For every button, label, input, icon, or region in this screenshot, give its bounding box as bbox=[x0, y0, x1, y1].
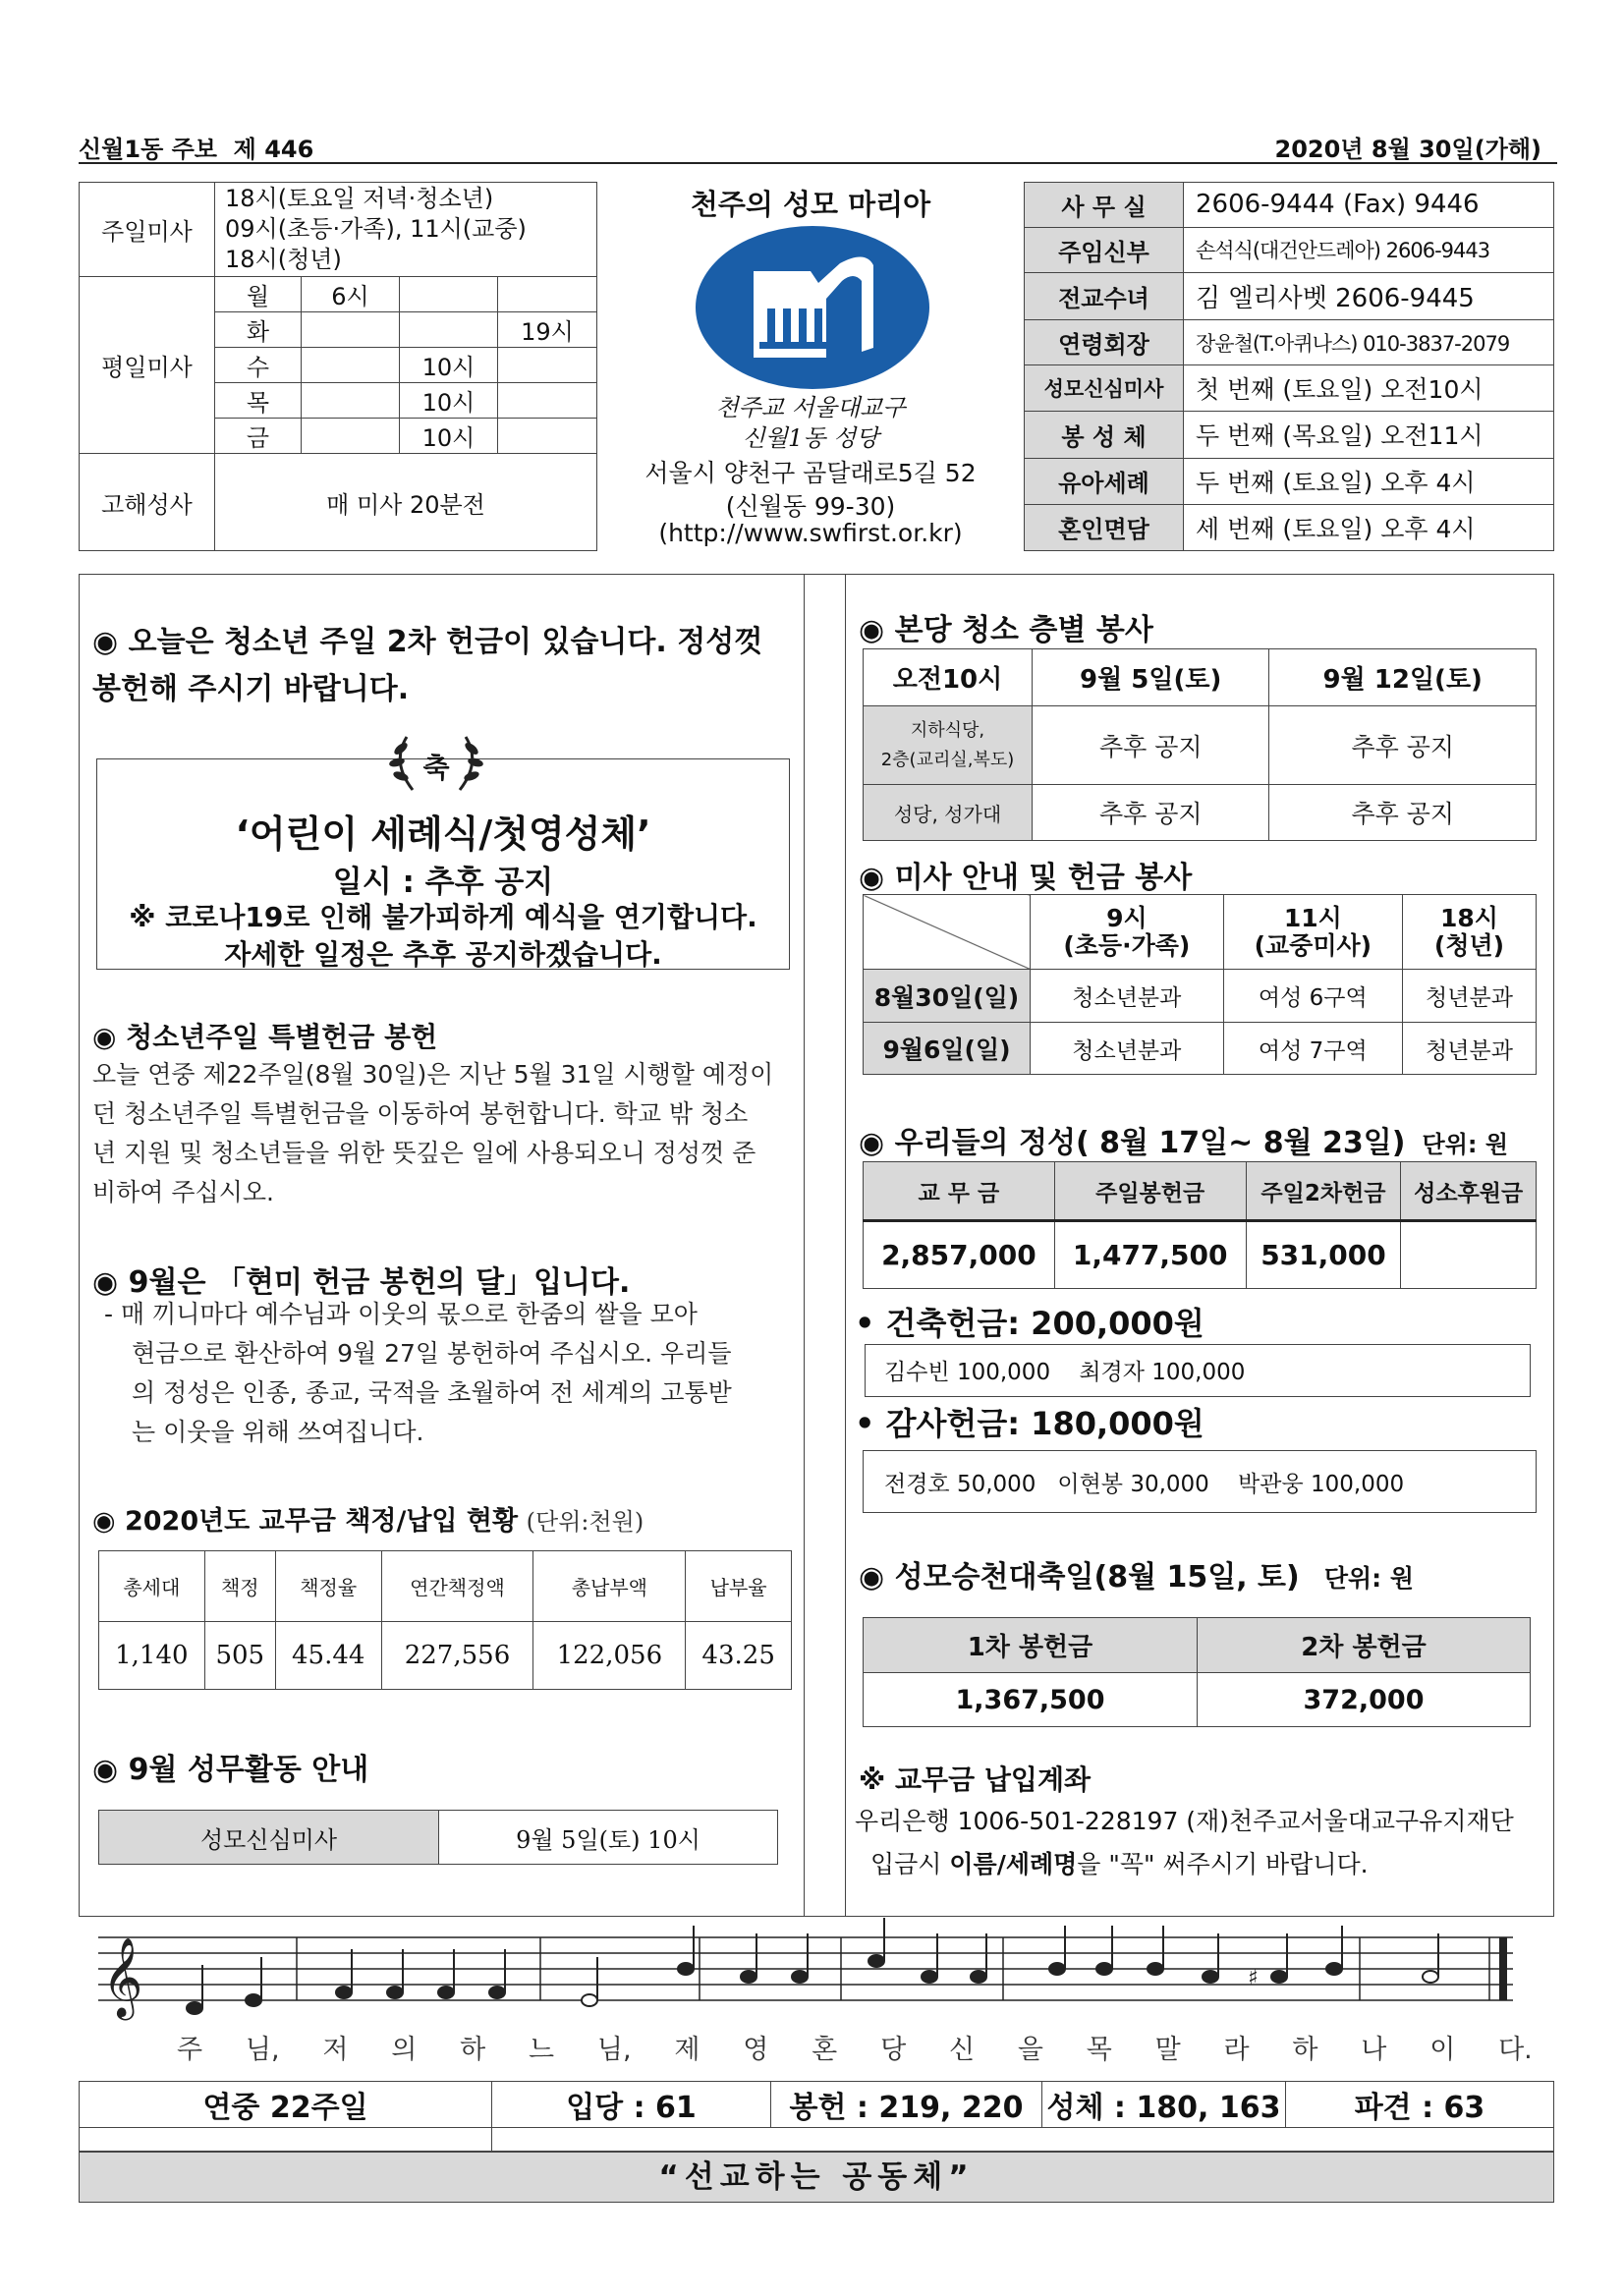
sunday-mass-line: 18시(토요일 저녁·청소년) bbox=[225, 185, 494, 212]
svg-text:𝄞: 𝄞 bbox=[102, 1936, 143, 2017]
weekday-day: 목 bbox=[215, 383, 302, 419]
account-note-c: 을 "꼭" 써주시기 바랍니다. bbox=[1077, 1850, 1369, 1878]
contacts-table bbox=[1024, 182, 1554, 551]
weekday-time: 10시 bbox=[400, 383, 498, 419]
weekday-day: 금 bbox=[215, 419, 302, 454]
weekday-time bbox=[498, 383, 597, 419]
dues-header: 연간책정액 bbox=[381, 1551, 533, 1622]
lyric: 님, bbox=[596, 2035, 632, 2065]
cleaning-place: 2층(교리실,복도) bbox=[880, 749, 1015, 770]
dues-title: ◉ 2020년도 교무금 책정/납입 현황 bbox=[92, 1506, 519, 1537]
assumption-header: 1차 봉헌금 bbox=[864, 1618, 1198, 1673]
dues-header: 책정 bbox=[204, 1551, 275, 1622]
dues-header: 납부율 bbox=[686, 1551, 792, 1622]
youth-offering-title: ◉ 청소년주일 특별헌금 봉헌 bbox=[92, 1021, 438, 1053]
contact-label: 유아세례 bbox=[1025, 458, 1184, 504]
parish-title: 천주의 성모 마리아 bbox=[690, 188, 931, 221]
offerings-header: 주일2차헌금 bbox=[1246, 1162, 1401, 1221]
hymn-lyrics bbox=[177, 2028, 1533, 2066]
celebration-badge-text: 축 bbox=[422, 752, 450, 784]
weekday-time: 6시 bbox=[302, 277, 400, 312]
lyric: 하 bbox=[1292, 2035, 1318, 2065]
rice-offering-line: 현금으로 환산하여 9월 27일 봉헌하여 주십시오. 우리들 bbox=[132, 1339, 732, 1368]
offerings-title: ◉ 우리들의 정성( 8월 17일~ 8월 23일) bbox=[859, 1126, 1406, 1160]
mass-guide-value: 청소년분과 bbox=[1031, 1023, 1224, 1075]
parish-signature-line2: 신월1동 성당 bbox=[742, 424, 879, 452]
column-divider bbox=[804, 574, 805, 1917]
youth-offering-line: 던 청소년주일 특별헌금을 이동하여 봉헌합니다. 학교 밖 청소 bbox=[92, 1099, 749, 1128]
offerings-value bbox=[1401, 1221, 1537, 1289]
rice-offering-line: 는 이웃을 위해 쓰여집니다. bbox=[132, 1418, 424, 1446]
weekday-day: 수 bbox=[215, 348, 302, 383]
bulletin-date: 2020년 8월 30일(가해) bbox=[1274, 136, 1541, 163]
lyric: 이 bbox=[1429, 2035, 1456, 2065]
notice-second-collection: ◉ 오늘은 청소년 주일 2차 헌금이 있습니다. 정성껏 bbox=[92, 625, 763, 659]
cleaning-place: 성당, 성가대 bbox=[864, 785, 1033, 841]
parish-motto: “선교하는 공동체” bbox=[79, 2152, 1554, 2203]
contact-label: 연령회장 bbox=[1025, 320, 1184, 365]
offerings-header: 성소후원금 bbox=[1401, 1162, 1537, 1221]
sunday-mass-line: 18시(청년) bbox=[225, 246, 342, 273]
youth-offering-body bbox=[92, 1055, 792, 1212]
parish-address: 서울시 양천구 곰달래로5길 52 bbox=[644, 459, 977, 487]
lyric: 나 bbox=[1361, 2035, 1387, 2065]
mass-guide-header: 11시 bbox=[1283, 903, 1342, 932]
assumption-header: 2차 봉헌금 bbox=[1198, 1618, 1531, 1673]
mass-guide-value: 청년분과 bbox=[1402, 1023, 1536, 1075]
mass-schedule-table bbox=[79, 182, 597, 551]
hymn-numbers-table bbox=[79, 2081, 1554, 2152]
building-fund-title: • 건축헌금: 200,000원 bbox=[855, 1305, 1204, 1342]
weekday-time bbox=[498, 419, 597, 454]
footer-communion: 성체 : 180, 163 bbox=[1042, 2082, 1286, 2128]
mass-guide-table bbox=[863, 894, 1537, 1075]
contact-value: 2606-9444 (Fax) 9446 bbox=[1184, 183, 1554, 228]
contact-value: 두 번째 (토요일) 오후 4시 bbox=[1184, 458, 1554, 504]
footer-entrance: 입당 : 61 bbox=[492, 2082, 771, 2128]
confession-value: 매 미사 20분전 bbox=[215, 454, 597, 551]
thanks-fund-title: • 감사헌금: 180,000원 bbox=[855, 1405, 1204, 1442]
column-divider-inner bbox=[845, 574, 846, 1917]
cleaning-value: 추후 공지 bbox=[1033, 706, 1269, 785]
rice-offering-line: - 매 끼니마다 예수님과 이웃의 몫으로 한줌의 쌀을 모아 bbox=[104, 1300, 698, 1328]
notice-second-collection-cont: 봉헌해 주시기 바랍니다. bbox=[92, 672, 410, 706]
header-divider bbox=[79, 162, 1557, 164]
dues-value: 1,140 bbox=[99, 1622, 205, 1690]
cleaning-value: 추후 공지 bbox=[1033, 785, 1269, 841]
lyric: 제 bbox=[674, 2035, 700, 2065]
cleaning-header: 오전10시 bbox=[864, 649, 1033, 706]
cleaning-value: 추후 공지 bbox=[1269, 706, 1537, 785]
weekday-time bbox=[302, 419, 400, 454]
weekday-day: 월 bbox=[215, 277, 302, 312]
dues-value: 45.44 bbox=[275, 1622, 381, 1690]
contact-label: 혼인면담 bbox=[1025, 504, 1184, 550]
contact-value: 두 번째 (목요일) 오전11시 bbox=[1184, 412, 1554, 458]
assumption-value: 1,367,500 bbox=[864, 1673, 1198, 1727]
account-note-a: 입금시 bbox=[870, 1850, 950, 1878]
weekday-time bbox=[302, 348, 400, 383]
cleaning-header: 9월 12일(토) bbox=[1269, 649, 1537, 706]
dues-table bbox=[98, 1550, 792, 1690]
building-fund-donors: 김수빈 100,000 최경자 100,000 bbox=[884, 1360, 1246, 1385]
offerings-value: 531,000 bbox=[1246, 1221, 1401, 1289]
dues-value: 43.25 bbox=[686, 1622, 792, 1690]
rice-offering-title: ◉ 9월은 「현미 헌금 봉헌의 달」입니다. bbox=[92, 1265, 631, 1300]
youth-offering-line: 오늘 연중 제22주일(8월 30일)은 지난 5월 31일 시행할 예정이 bbox=[92, 1060, 774, 1089]
sept-activity-value: 9월 5일(토) 10시 bbox=[439, 1811, 778, 1865]
weekday-time: 10시 bbox=[400, 419, 498, 454]
lyric: 저 bbox=[322, 2035, 349, 2065]
lyric: 영 bbox=[743, 2035, 769, 2065]
assumption-unit: 단위: 원 bbox=[1323, 1564, 1414, 1593]
assumption-table bbox=[863, 1617, 1531, 1727]
mass-guide-header-sub: (교중미사) bbox=[1254, 930, 1372, 960]
sunday-mass-label: 주일미사 bbox=[80, 183, 215, 277]
lyric: 목 bbox=[1086, 2035, 1112, 2065]
mass-guide-title: ◉ 미사 안내 및 헌금 봉사 bbox=[859, 861, 1193, 895]
thanks-fund-donors: 전경호 50,000 이현봉 30,000 박관웅 100,000 bbox=[884, 1472, 1405, 1497]
offerings-value: 1,477,500 bbox=[1054, 1221, 1246, 1289]
parish-address-2: (신월동 99-30) bbox=[725, 492, 896, 521]
lyric: 을 bbox=[1017, 2035, 1043, 2065]
celebration-note-2: 자세한 일정은 추후 공지하겠습니다. bbox=[224, 938, 662, 971]
account-note bbox=[870, 1845, 1369, 1880]
contact-value: 첫 번째 (토요일) 오전10시 bbox=[1184, 365, 1554, 412]
offerings-header: 주일봉헌금 bbox=[1054, 1162, 1246, 1221]
contact-value: 손석식(대건안드레아) 2606-9443 bbox=[1184, 227, 1554, 272]
contact-value: 김 엘리사벳 2606-9445 bbox=[1184, 272, 1554, 319]
parish-signature-line1: 천주교 서울대교구 bbox=[715, 394, 906, 421]
lyric: 하 bbox=[460, 2035, 486, 2065]
weekday-time bbox=[498, 348, 597, 383]
rice-offering-body bbox=[104, 1295, 792, 1452]
dues-value: 122,056 bbox=[533, 1622, 686, 1690]
mass-guide-value: 청년분과 bbox=[1402, 970, 1536, 1023]
celebration-date: 일시 : 추후 공지 bbox=[332, 865, 554, 900]
mass-guide-header-sub: (청년) bbox=[1433, 930, 1505, 960]
footer-offertory: 봉헌 : 219, 220 bbox=[771, 2082, 1042, 2128]
cleaning-value: 추후 공지 bbox=[1269, 785, 1537, 841]
dues-header: 총세대 bbox=[99, 1551, 205, 1622]
sept-activity-title: ◉ 9월 성무활동 안내 bbox=[92, 1753, 369, 1787]
offerings-header: 교 무 금 bbox=[864, 1162, 1055, 1221]
contact-label: 주임신부 bbox=[1025, 227, 1184, 272]
celebration-title: ‘어린이 세례식/첫영성체’ bbox=[235, 812, 651, 856]
offerings-table bbox=[863, 1161, 1537, 1289]
assumption-value: 372,000 bbox=[1198, 1673, 1531, 1727]
mass-guide-value: 청소년분과 bbox=[1031, 970, 1224, 1023]
contact-value: 장윤철(T.아퀴나스) 010-3837-2079 bbox=[1184, 320, 1554, 365]
lyric: 라 bbox=[1223, 2035, 1250, 2065]
lyric: 느 bbox=[529, 2035, 555, 2065]
cleaning-header: 9월 5일(토) bbox=[1033, 649, 1269, 706]
assumption-title: ◉ 성모승천대축일(8월 15일, 토) bbox=[859, 1560, 1300, 1595]
weekday-time bbox=[302, 312, 400, 348]
bulletin-number: 신월1동 주보 제 446 bbox=[79, 136, 314, 163]
account-note-b: 이름/세례명 bbox=[949, 1850, 1078, 1878]
lyric: 혼 bbox=[812, 2035, 838, 2065]
sept-activity-label: 성모신심미사 bbox=[99, 1811, 439, 1865]
dues-title-row bbox=[92, 1499, 644, 1538]
mass-guide-corner bbox=[864, 895, 1031, 970]
weekday-time bbox=[400, 277, 498, 312]
contact-label: 성모신심미사 bbox=[1025, 365, 1184, 412]
footer-dismissal: 파견 : 63 bbox=[1286, 2082, 1554, 2128]
contact-value: 세 번째 (토요일) 오후 4시 bbox=[1184, 504, 1554, 550]
sept-activity-table bbox=[98, 1810, 778, 1865]
weekday-day: 화 bbox=[215, 312, 302, 348]
dues-value: 227,556 bbox=[381, 1622, 533, 1690]
lyric: 주 bbox=[177, 2035, 203, 2065]
svg-text:♯: ♯ bbox=[1248, 1966, 1259, 1990]
lyric: 신 bbox=[948, 2035, 976, 2065]
offerings-value: 2,857,000 bbox=[864, 1221, 1055, 1289]
weekday-time: 10시 bbox=[400, 348, 498, 383]
offerings-title-row bbox=[859, 1118, 1508, 1161]
offerings-unit: 단위: 원 bbox=[1422, 1131, 1509, 1158]
lyric: 의 bbox=[391, 2035, 418, 2065]
lyric: 말 bbox=[1154, 2035, 1181, 2065]
youth-offering-line: 비하여 주십시오. bbox=[92, 1178, 274, 1206]
sunday-mass-line: 09시(초등·가족), 11시(교중) bbox=[225, 215, 527, 243]
mass-guide-header: 18시 bbox=[1440, 903, 1498, 932]
mass-guide-header-sub: (초등·가족) bbox=[1063, 930, 1191, 960]
dues-value: 505 bbox=[204, 1622, 275, 1690]
assumption-title-row bbox=[859, 1552, 1414, 1596]
cleaning-table bbox=[863, 648, 1537, 841]
weekday-mass-label: 평일미사 bbox=[80, 277, 215, 454]
mass-guide-date: 9월6일(일) bbox=[864, 1023, 1031, 1075]
mass-guide-value: 여성 7구역 bbox=[1223, 1023, 1402, 1075]
contact-label: 사 무 실 bbox=[1025, 183, 1184, 228]
dues-header: 책정율 bbox=[275, 1551, 381, 1622]
parish-website[interactable]: (http://www.swfirst.or.kr) bbox=[658, 519, 963, 547]
contact-label: 전교수녀 bbox=[1025, 272, 1184, 319]
account-title: ※ 교무금 납입계좌 bbox=[859, 1764, 1092, 1796]
celebration-note: ※ 코로나19로 인해 불가피하게 예식을 연기합니다. bbox=[129, 901, 757, 933]
rice-offering-line: 의 정성은 인종, 종교, 국적을 초월하여 전 세계의 고통받 bbox=[132, 1378, 732, 1407]
lyric: 다. bbox=[1498, 2035, 1533, 2065]
mass-guide-date: 8월30일(일) bbox=[864, 970, 1031, 1023]
parish-logo bbox=[693, 224, 933, 391]
contact-label: 봉 성 체 bbox=[1025, 412, 1184, 458]
lyric: 당 bbox=[880, 2035, 907, 2065]
weekday-time bbox=[498, 277, 597, 312]
youth-offering-line: 년 지원 및 청소년들을 위한 뜻깊은 일에 사용되오니 정성껏 준 bbox=[92, 1139, 756, 1167]
footer-week: 연중 22주일 bbox=[80, 2082, 492, 2128]
confession-label: 고해성사 bbox=[80, 454, 215, 551]
cleaning-title: ◉ 본당 청소 층별 봉사 bbox=[859, 613, 1153, 647]
account-line: 우리은행 1006-501-228197 (재)천주교서울대교구유지재단 bbox=[855, 1807, 1514, 1835]
lyric: 님, bbox=[245, 2035, 280, 2065]
mass-guide-header: 9시 bbox=[1106, 903, 1148, 932]
cleaning-place: 지하식당, bbox=[910, 719, 985, 741]
dues-unit: (단위:천원) bbox=[526, 1508, 644, 1536]
mass-guide-value: 여성 6구역 bbox=[1223, 970, 1402, 1023]
dues-header: 총납부액 bbox=[533, 1551, 686, 1622]
weekday-time bbox=[400, 312, 498, 348]
weekday-time bbox=[302, 383, 400, 419]
weekday-time: 19시 bbox=[498, 312, 597, 348]
